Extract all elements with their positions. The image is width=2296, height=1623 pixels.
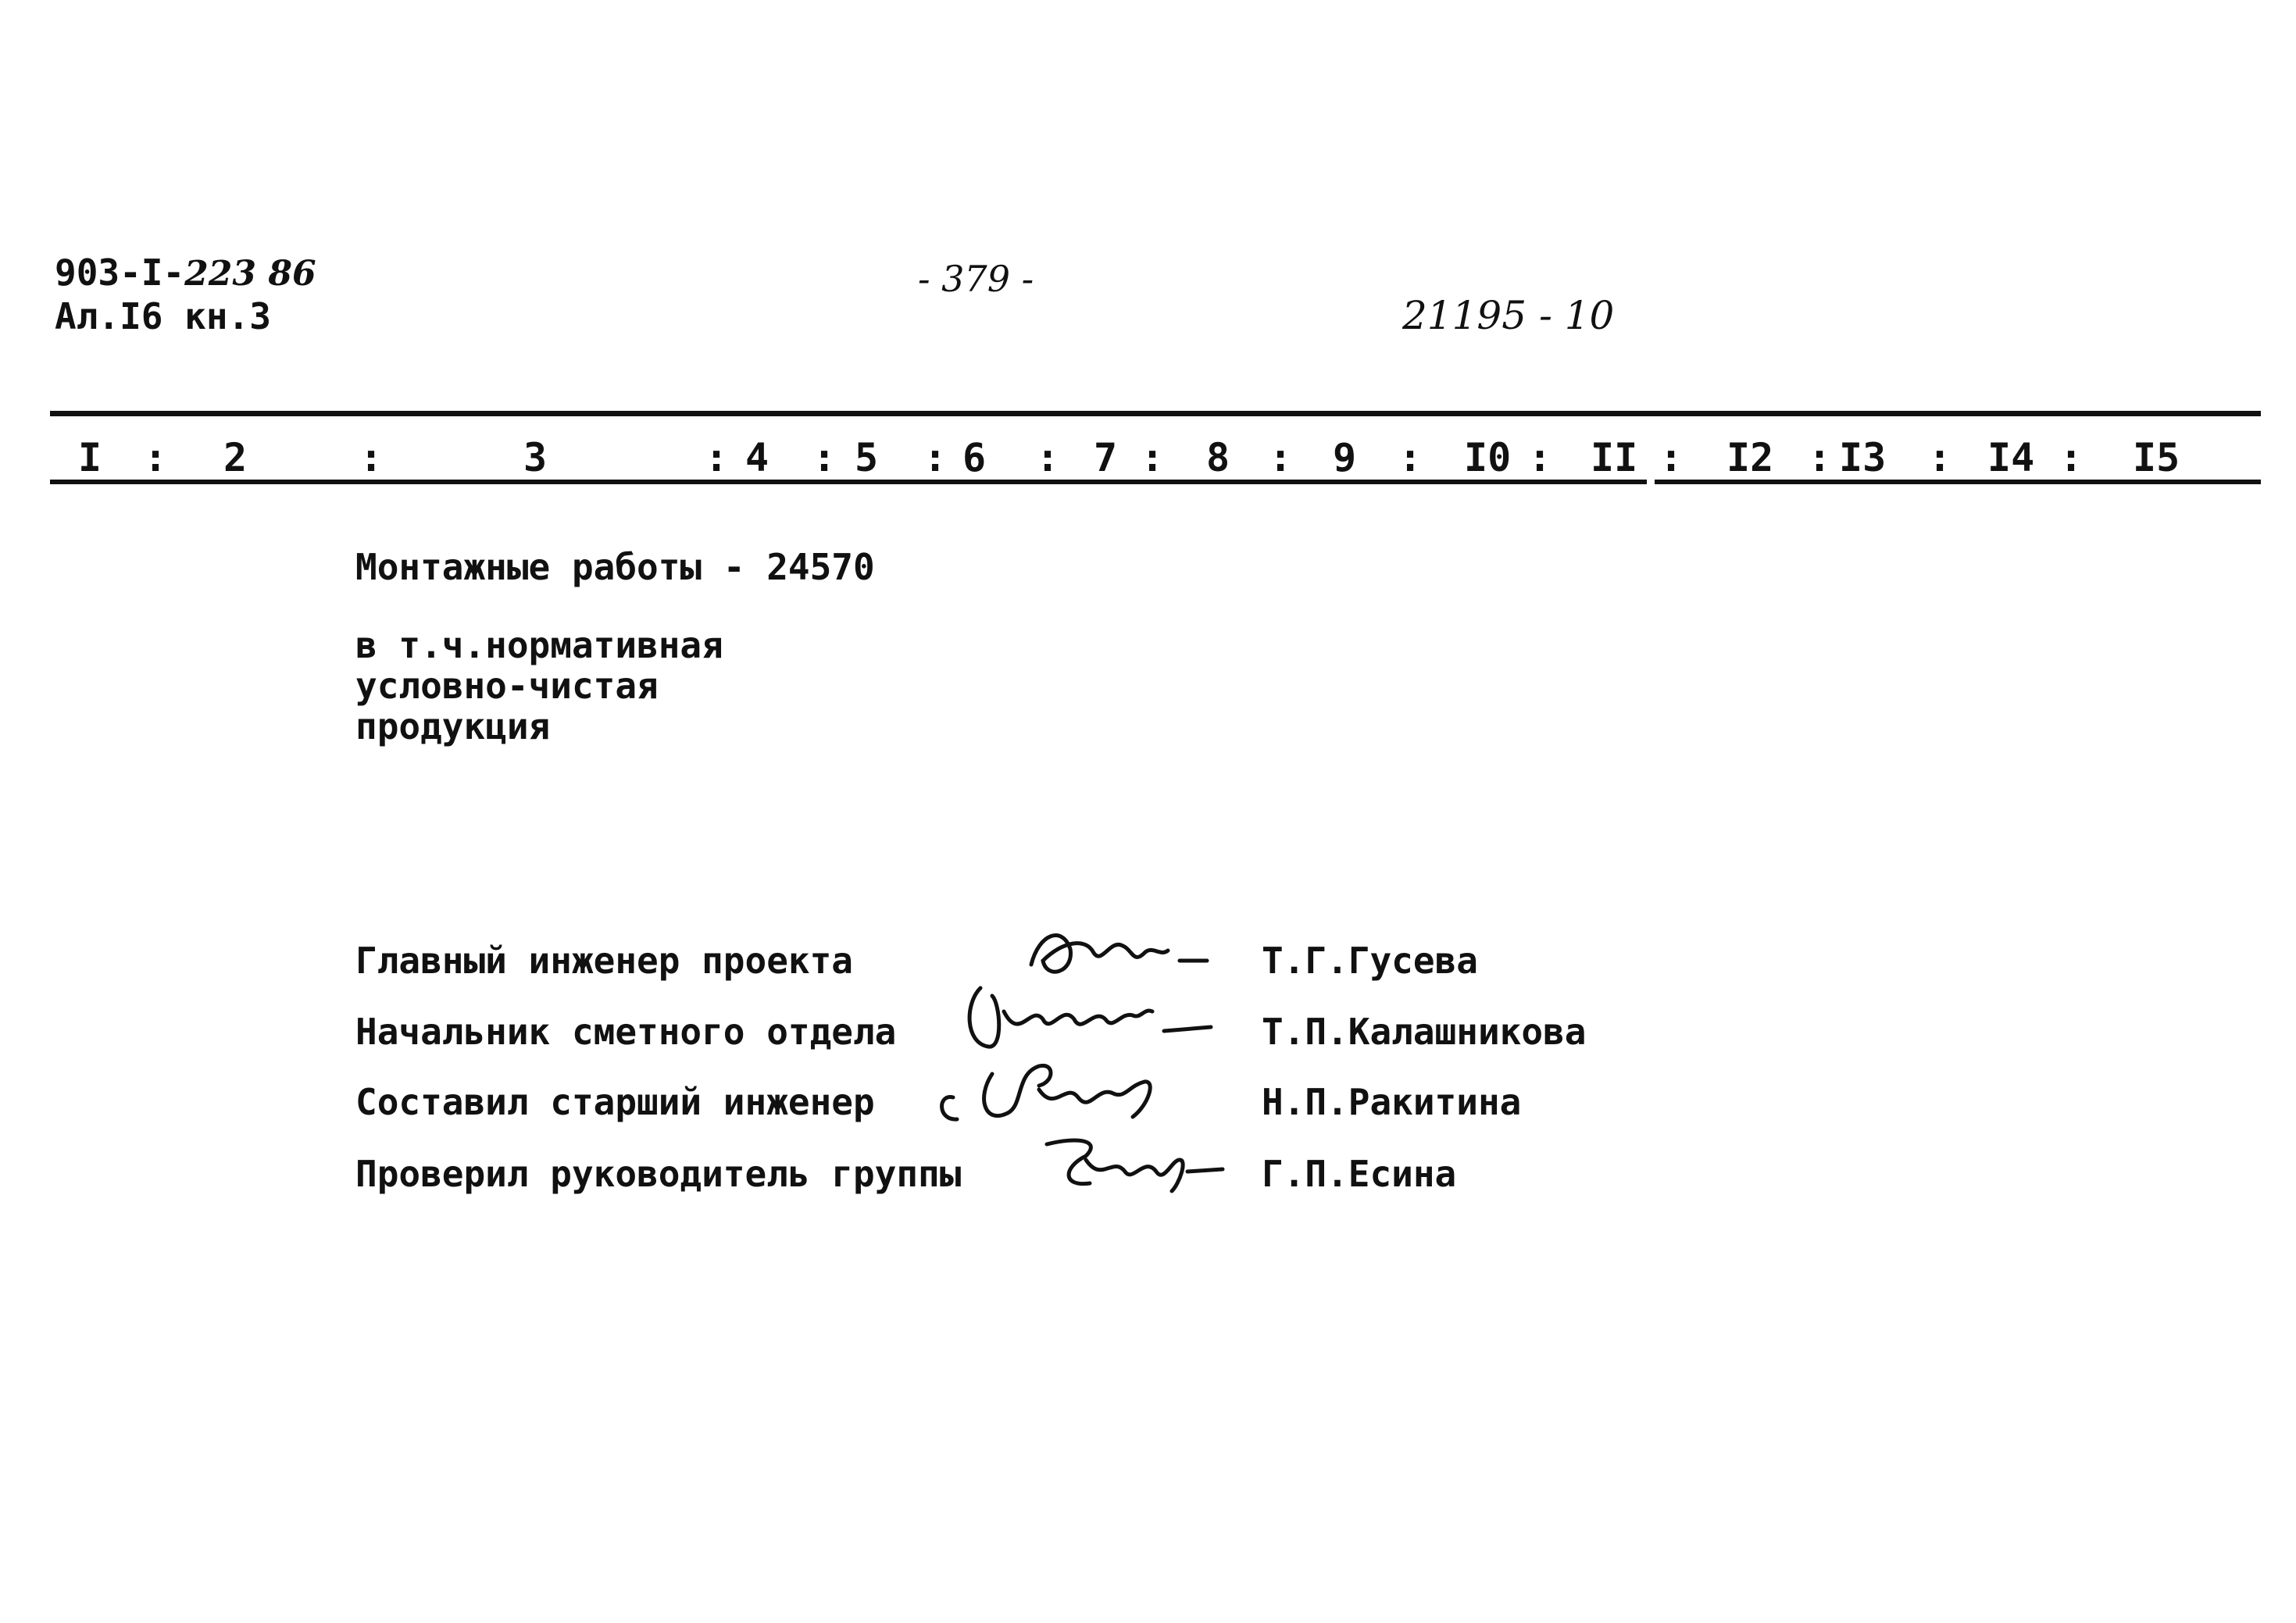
signature-name: Г.П.Есина xyxy=(1262,1153,1457,1195)
column-separator: : xyxy=(1036,435,1060,480)
column-number: II xyxy=(1591,435,1638,480)
column-separator: : xyxy=(2059,435,2084,480)
signature-name: Т.Г.Гусева xyxy=(1262,940,1478,982)
sheet-reference: 21195 - 10 xyxy=(1402,293,1615,338)
column-separator: : xyxy=(359,435,384,480)
document-code-line2: Ал.I6 кн.3 xyxy=(55,295,271,337)
column-number: 3 xyxy=(523,435,548,480)
signature-role: Проверил руководитель группы xyxy=(355,1153,962,1195)
column-separator: : xyxy=(144,435,168,480)
document-code-line1: 903-I-223 86 xyxy=(55,251,316,294)
column-separator: : xyxy=(812,435,837,480)
column-number: I3 xyxy=(1839,435,1887,480)
column-number: 6 xyxy=(962,435,987,480)
column-number: I0 xyxy=(1464,435,1512,480)
mounting-works-dash: - xyxy=(723,546,745,588)
column-separator: : xyxy=(705,435,729,480)
column-number: I2 xyxy=(1726,435,1774,480)
signature-name: Т.П.Калашникова xyxy=(1262,1011,1587,1053)
column-separator: : xyxy=(1269,435,1293,480)
column-number: 5 xyxy=(855,435,879,480)
signature-name: Н.П.Ракитина xyxy=(1262,1081,1522,1123)
column-separator: : xyxy=(923,435,948,480)
top-rule xyxy=(50,411,2261,416)
column-separator: : xyxy=(1659,435,1684,480)
page-number: - 379 - xyxy=(918,258,1034,300)
note-line: в т.ч.нормативная xyxy=(355,624,723,666)
handwritten-signature-3 xyxy=(922,1050,1187,1136)
column-separator: : xyxy=(1141,435,1165,480)
document-code-handwritten: 223 86 xyxy=(184,254,316,294)
column-number: 2 xyxy=(223,435,248,480)
column-separator: : xyxy=(1808,435,1832,480)
mounting-works-label: Монтажные работы xyxy=(355,546,702,588)
mounting-works-value: 24570 xyxy=(766,546,875,588)
signature-role: Составил старший инженер xyxy=(355,1081,875,1123)
column-number: I5 xyxy=(2133,435,2180,480)
column-number: 7 xyxy=(1094,435,1118,480)
column-separator: : xyxy=(1928,435,1952,480)
column-number: 8 xyxy=(1206,435,1230,480)
column-number: 4 xyxy=(745,435,769,480)
signature-role: Главный инженер проекта xyxy=(355,940,853,982)
handwritten-signature-4 xyxy=(1031,1129,1234,1199)
column-number: I4 xyxy=(1987,435,2035,480)
mounting-works-line xyxy=(355,547,875,587)
column-separator: : xyxy=(1398,435,1423,480)
note-line: условно-чистая xyxy=(355,665,659,707)
column-separator: : xyxy=(1528,435,1552,480)
note-block xyxy=(355,625,723,747)
note-line: продукция xyxy=(355,705,551,747)
column-number: I xyxy=(78,435,102,480)
signature-role: Начальник сметного отдела xyxy=(355,1011,897,1053)
column-number: 9 xyxy=(1333,435,1357,480)
column-header-row xyxy=(50,434,2261,481)
document-code xyxy=(55,251,316,337)
